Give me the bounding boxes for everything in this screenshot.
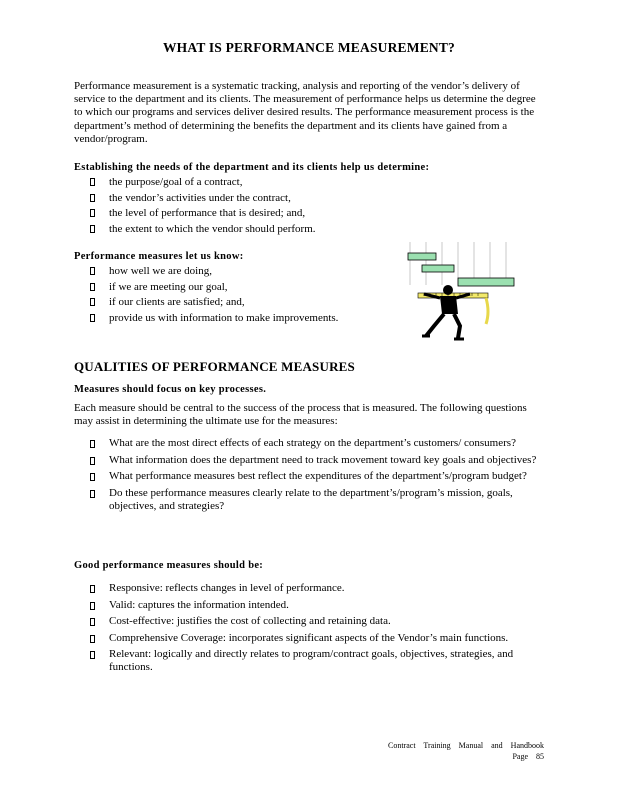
- questions-list: [90, 437, 550, 516]
- bullet-icon: [90, 194, 95, 202]
- bullet-icon: [90, 618, 95, 626]
- footer-manual-title: Contract Training Manual and Handbook: [388, 741, 544, 750]
- establishing-list: [90, 175, 316, 237]
- bullet-icon: [90, 298, 95, 306]
- bullet-icon: [90, 473, 95, 481]
- bullet-icon: [90, 178, 95, 186]
- intro-paragraph: Performance measurement is a systematic tracking, analysis and reporting of the vendor’s delivery of service to the department and its clients. The measurement of performance helps us determine the degree to which our programs and services deliver desired results. The performance measurement process is the department’s method of determining the benefits the department and its clients have gained from a vendor/program.: [74, 80, 536, 145]
- bullet-icon: [90, 314, 95, 322]
- list-item: Responsive: reflects changes in level of performance.: [90, 582, 550, 595]
- list-item: provide us with information to make improvements.: [90, 311, 338, 327]
- list-item: Valid: captures the information intended.: [90, 599, 550, 612]
- list-item: What information does the department need to track movement toward key goals and objectives?: [90, 454, 550, 467]
- list-item: if we are meeting our goal,: [90, 280, 338, 296]
- bullet-icon: [90, 602, 95, 610]
- bullet-icon: [90, 209, 95, 217]
- qualities-heading: QUALITIES OF PERFORMANCE MEASURES: [74, 359, 355, 374]
- list-item: Comprehensive Coverage: incorporates significant aspects of the Vendor’s main functions.: [90, 632, 550, 645]
- bullet-icon: [90, 225, 95, 233]
- measures-list: [90, 264, 338, 326]
- footer-page-number: Page 85: [512, 752, 544, 761]
- qualities-lead: Measures should focus on key processes.: [74, 384, 267, 395]
- page-footer: [388, 740, 544, 762]
- measures-lead: Performance measures let us know:: [74, 251, 244, 262]
- establishing-lead: Establishing the needs of the department and its clients help us determine:: [74, 162, 430, 173]
- list-item: how well we are doing,: [90, 264, 338, 280]
- bullet-icon: [90, 635, 95, 643]
- bullet-icon: [90, 283, 95, 291]
- bullet-icon: [90, 585, 95, 593]
- bullet-icon: [90, 457, 95, 465]
- good-measures-lead: Good performance measures should be:: [74, 560, 264, 571]
- page-title: WHAT IS PERFORMANCE MEASUREMENT?: [162, 40, 456, 55]
- list-item: the vendor’s activities under the contract,: [90, 191, 316, 207]
- good-measures-list: [90, 582, 550, 678]
- bullet-icon: [90, 440, 95, 448]
- bullet-icon: [90, 651, 95, 659]
- list-item: What performance measures best reflect the expenditures of the department’s/program budget?: [90, 470, 550, 483]
- gantt-chart-person-illustration: [400, 240, 524, 342]
- list-item: the purpose/goal of a contract,: [90, 175, 316, 191]
- bullet-icon: [90, 490, 95, 498]
- list-item: the extent to which the vendor should perform.: [90, 222, 316, 238]
- list-item: if our clients are satisfied; and,: [90, 295, 338, 311]
- list-item: Cost-effective: justifies the cost of collecting and retaining data.: [90, 615, 550, 628]
- list-item: What are the most direct effects of each strategy on the department’s customers/ consumers?: [90, 437, 550, 450]
- list-item: Relevant: logically and directly relates to program/contract goals, objectives, strategies, and functions.: [90, 648, 550, 674]
- list-item: the level of performance that is desired; and,: [90, 206, 316, 222]
- bullet-icon: [90, 267, 95, 275]
- list-item: Do these performance measures clearly relate to the department’s/program’s mission, goals, objectives, and strategies?: [90, 487, 550, 513]
- qualities-paragraph: Each measure should be central to the success of the process that is measured. The following questions may assist in determining the ultimate use for the measures:: [74, 402, 527, 428]
